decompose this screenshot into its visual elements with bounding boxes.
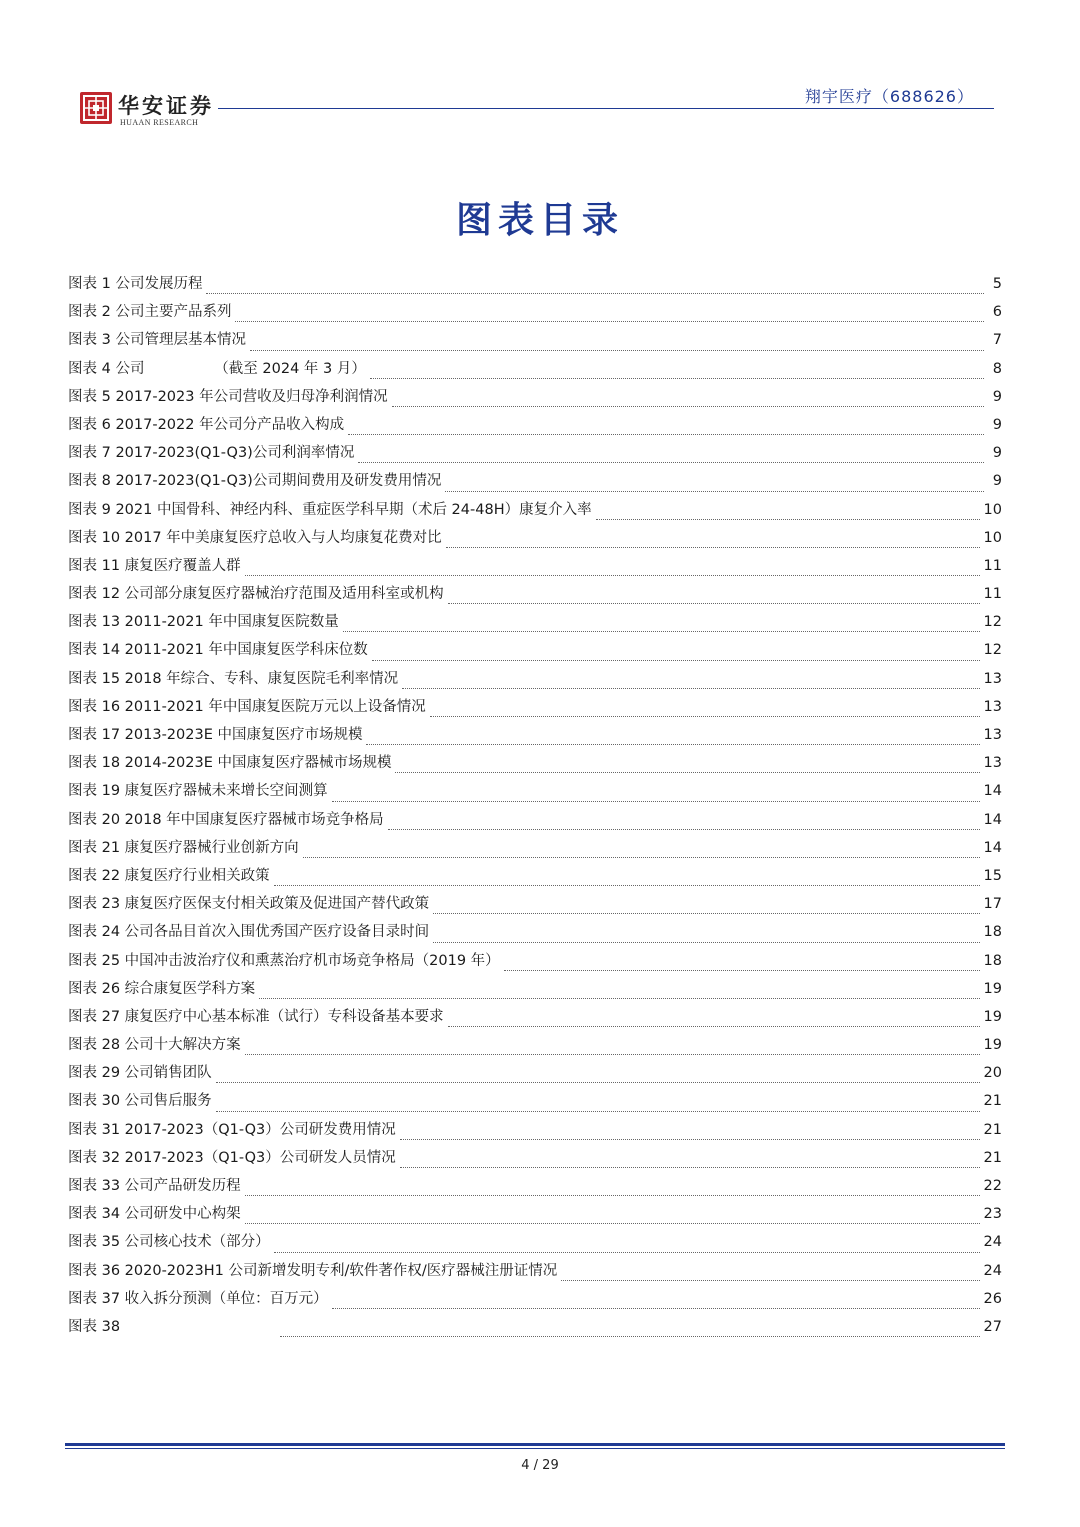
toc-entry-label: 图表 17 2013-2023E 中国康复医疗市场规模 <box>68 727 363 743</box>
toc-entry[interactable] <box>68 1230 1002 1258</box>
toc-entry-label: 图表 38 <box>68 1318 121 1335</box>
toc-leader-dots <box>245 1195 980 1196</box>
toc-leader-dots <box>245 1054 980 1055</box>
toc-entry[interactable] <box>68 1202 1002 1230</box>
toc-entry-page: 27 <box>983 1318 1002 1335</box>
footer-divider-thin <box>65 1448 1005 1449</box>
toc-entry-label: 图表 7 2017-2023(Q1-Q3)公司利润率情况 <box>68 445 355 462</box>
toc-entry-label: 图表 15 2018 年综合、专科、康复医院毛利率情况 <box>68 670 399 687</box>
toc-leader-dots <box>250 350 984 351</box>
toc-leader-dots <box>395 772 979 773</box>
toc-entry-label: 图表 22 康复医疗行业相关政策 <box>68 867 270 884</box>
toc-entry[interactable] <box>68 808 1002 836</box>
toc-entry-label: 图表 29 公司销售团队 <box>68 1065 212 1082</box>
toc-leader-dots <box>504 970 980 971</box>
toc-entry[interactable] <box>68 949 1002 977</box>
toc-entry-label: 图表 12 公司部分康复医疗器械治疗范围及适用科室或机构 <box>68 586 444 603</box>
toc-entry-page: 12 <box>983 614 1002 631</box>
logo-english-name: HUAAN RESEARCH <box>120 118 199 127</box>
toc-entry-page: 9 <box>992 388 1002 405</box>
toc-entry[interactable] <box>68 1033 1002 1061</box>
header-divider <box>218 108 994 109</box>
toc-leader-dots <box>388 829 980 830</box>
toc-leader-dots <box>358 462 984 463</box>
toc-entry-label: 图表 14 2011-2021 年中国康复医学科床位数 <box>68 642 368 659</box>
toc-leader-dots <box>235 321 984 322</box>
toc-entry[interactable] <box>68 667 1002 695</box>
toc-entry-label: 图表 24 公司各品目首次入围优秀国产医疗设备目录时间 <box>68 924 430 941</box>
toc-entry-page: 13 <box>983 698 1002 715</box>
logo-chinese-name: 华安证券 <box>118 93 214 118</box>
toc-leader-dots <box>280 1336 980 1337</box>
toc-entry-label: 图表 2 公司主要产品系列 <box>68 304 232 321</box>
toc-entry-label: 图表 31 2017-2023（Q1-Q3）公司研发费用情况 <box>68 1121 396 1138</box>
toc-leader-dots <box>216 1111 980 1112</box>
toc-entry-page: 23 <box>983 1206 1002 1223</box>
toc-entry-page: 22 <box>983 1178 1002 1194</box>
toc-entry-label: 图表 34 公司研发中心构架 <box>68 1206 241 1223</box>
toc-entry-page: 14 <box>983 783 1002 800</box>
toc-entry-label: 图表 1 公司发展历程 <box>68 276 203 292</box>
toc-entry-page: 6 <box>992 304 1002 321</box>
toc-leader-dots <box>332 1308 980 1309</box>
toc-leader-dots <box>596 519 980 520</box>
toc-entry-page: 13 <box>983 670 1002 687</box>
toc-entry-label: 图表 25 中国冲击波治疗仪和熏蒸治疗机市场竞争格局（2019 年） <box>68 952 500 969</box>
toc-entry-page: 17 <box>983 896 1002 913</box>
toc-entry-page: 24 <box>983 1262 1002 1279</box>
toc-entry-label: 图表 11 康复医疗覆盖人群 <box>68 557 241 574</box>
toc-entry[interactable] <box>68 328 1002 356</box>
toc-entry[interactable] <box>68 1259 1002 1287</box>
toc-entry-page: 9 <box>992 445 1002 462</box>
toc-entry-label: 图表 33 公司产品研发历程 <box>68 1178 241 1194</box>
toc-entry[interactable] <box>68 920 1002 948</box>
toc-entry[interactable] <box>68 1315 1002 1343</box>
toc-leader-dots <box>392 406 984 407</box>
toc-entry-label: 图表 37 收入拆分预测（单位：百万元） <box>68 1290 328 1307</box>
toc-entry-label: 图表 19 康复医疗器械未来增长空间测算 <box>68 783 328 800</box>
page-title: 图表目录 <box>455 199 624 241</box>
toc-leader-dots <box>445 491 984 492</box>
toc-entry-page: 18 <box>983 924 1002 941</box>
toc-entry-label: 图表 30 公司售后服务 <box>68 1093 212 1110</box>
toc-entry[interactable] <box>68 779 1002 807</box>
toc-entry[interactable] <box>68 1146 1002 1174</box>
toc-leader-dots <box>561 1280 979 1281</box>
toc-entry-label: 图表 18 2014-2023E 中国康复医疗器械市场规模 <box>68 755 392 772</box>
toc-entry-label: 图表 32 2017-2023（Q1-Q3）公司研发人员情况 <box>68 1149 396 1166</box>
toc-entry[interactable] <box>68 469 1002 497</box>
toc-leader-dots <box>332 801 980 802</box>
toc-leader-dots <box>216 1082 980 1083</box>
toc-leader-dots <box>448 603 980 604</box>
toc-leader-dots <box>430 716 980 717</box>
toc-entry-label: 图表 9 2021 中国骨科、神经内科、重症医学科早期（术后 24-48H）康复介入率 <box>68 501 592 518</box>
toc-leader-dots <box>206 293 984 294</box>
toc-entry-label: 图表 13 2011-2021 年中国康复医院数量 <box>68 614 339 631</box>
huaan-logo-icon <box>80 92 112 124</box>
toc-entry-page: 21 <box>983 1149 1002 1166</box>
toc-entry-page: 20 <box>983 1065 1002 1082</box>
toc-entry[interactable] <box>68 272 1002 300</box>
toc-entry[interactable] <box>68 977 1002 1005</box>
toc-entry-page: 24 <box>983 1234 1002 1251</box>
toc-entry-page: 10 <box>983 501 1002 518</box>
toc-leader-dots <box>274 1252 980 1253</box>
toc-entry[interactable] <box>68 413 1002 441</box>
toc-entry-label: 图表 10 2017 年中美康复医疗总收入与人均康复花费对比 <box>68 529 442 546</box>
toc-entry-page: 18 <box>983 952 1002 969</box>
toc-entry-label: 图表 21 康复医疗器械行业创新方向 <box>68 839 299 856</box>
toc-leader-dots <box>348 434 984 435</box>
toc-entry-page: 9 <box>992 416 1002 433</box>
toc-entry-page: 13 <box>983 755 1002 772</box>
toc-entry-page: 19 <box>983 1008 1002 1025</box>
toc-leader-dots <box>303 857 980 858</box>
toc-entry-label: 图表 5 2017-2023 年公司营收及归母净利润情况 <box>68 388 388 405</box>
toc-leader-dots <box>366 744 979 745</box>
toc-leader-dots <box>245 575 980 576</box>
toc-entry-label: 图表 27 康复医疗中心基本标准（试行）专科设备基本要求 <box>68 1008 444 1025</box>
toc-leader-dots <box>259 998 979 999</box>
toc-leader-dots <box>400 1139 980 1140</box>
toc-leader-dots <box>433 913 979 914</box>
toc-entry[interactable] <box>68 1061 1002 1089</box>
toc-entry-page: 21 <box>983 1121 1002 1138</box>
page-number: 4 / 29 <box>521 1458 559 1473</box>
toc-leader-dots <box>372 660 980 661</box>
toc-entry-page: 14 <box>983 811 1002 828</box>
toc-entry[interactable] <box>68 498 1002 526</box>
toc-entry-page: 15 <box>983 867 1002 884</box>
toc-entry-page: 19 <box>983 980 1002 997</box>
toc-entry-page: 12 <box>983 642 1002 659</box>
toc-entry-page: 13 <box>983 727 1002 743</box>
toc-entry[interactable] <box>68 526 1002 554</box>
toc-entry-label: 图表 26 综合康复医学科方案 <box>68 980 256 997</box>
toc-entry[interactable] <box>68 723 1002 751</box>
toc-entry[interactable] <box>68 582 1002 610</box>
toc-entry[interactable] <box>68 1005 1002 1033</box>
toc-entry-label: 图表 36 2020-2023H1 公司新增发明专利/软件著作权/医疗器械注册证情况 <box>68 1262 558 1279</box>
toc-entry[interactable] <box>68 1287 1002 1315</box>
toc-entry-page: 14 <box>983 839 1002 856</box>
toc-entry-page: 21 <box>983 1093 1002 1110</box>
toc-entry-page: 11 <box>983 586 1002 603</box>
toc-entry[interactable] <box>68 1118 1002 1146</box>
toc-entry[interactable] <box>68 864 1002 892</box>
toc-entry-page: 19 <box>983 1037 1002 1054</box>
toc-entry-page: 5 <box>992 276 1002 292</box>
toc-entry-page: 10 <box>983 529 1002 546</box>
toc-entry-label: 图表 16 2011-2021 年中国康复医院万元以上设备情况 <box>68 698 426 715</box>
toc-entry-page: 8 <box>992 360 1002 377</box>
toc-entry[interactable] <box>68 1174 1002 1202</box>
toc-leader-dots <box>433 942 979 943</box>
toc-entry[interactable] <box>68 836 1002 864</box>
toc-entry-label: 图表 8 2017-2023(Q1-Q3)公司期间费用及研发费用情况 <box>68 473 442 490</box>
toc-entry-label: 图表 35 公司核心技术（部分） <box>68 1234 270 1251</box>
toc-leader-dots <box>274 885 980 886</box>
report-title: 翔宇医疗（688626） <box>804 87 974 106</box>
toc-entry-label: 图表 4 公司 （截至 2024 年 3 月） <box>68 360 366 377</box>
toc-leader-dots <box>370 378 984 379</box>
toc-entry-label: 图表 6 2017-2022 年公司分产品收入构成 <box>68 416 345 433</box>
toc-entry-page: 11 <box>983 557 1002 574</box>
toc-leader-dots <box>400 1167 980 1168</box>
page-header <box>0 0 1080 140</box>
toc-entry[interactable] <box>68 385 1002 413</box>
toc-entry[interactable] <box>68 300 1002 328</box>
footer-divider-thick <box>65 1443 1005 1446</box>
toc-entry[interactable] <box>68 892 1002 920</box>
toc-leader-dots <box>448 1026 980 1027</box>
toc-entry[interactable] <box>68 695 1002 723</box>
toc-leader-dots <box>402 688 979 689</box>
toc-entry[interactable] <box>68 554 1002 582</box>
toc-entry-label: 图表 23 康复医疗医保支付相关政策及促进国产替代政策 <box>68 896 430 913</box>
toc-leader-dots <box>446 547 980 548</box>
toc-entry-page: 26 <box>983 1290 1002 1307</box>
toc-entry[interactable] <box>68 610 1002 638</box>
toc-entry-page: 9 <box>992 473 1002 490</box>
toc-entry[interactable] <box>68 638 1002 666</box>
toc-leader-dots <box>343 631 980 632</box>
toc-entry[interactable] <box>68 357 1002 385</box>
toc-entry-page: 7 <box>992 332 1002 349</box>
toc-entry[interactable] <box>68 441 1002 469</box>
table-of-figures <box>68 272 1002 1343</box>
toc-entry-label: 图表 3 公司管理层基本情况 <box>68 332 246 349</box>
toc-entry[interactable] <box>68 751 1002 779</box>
toc-entry[interactable] <box>68 1089 1002 1117</box>
toc-leader-dots <box>245 1223 980 1224</box>
toc-entry-label: 图表 20 2018 年中国康复医疗器械市场竞争格局 <box>68 811 384 828</box>
toc-entry-label: 图表 28 公司十大解决方案 <box>68 1037 241 1054</box>
